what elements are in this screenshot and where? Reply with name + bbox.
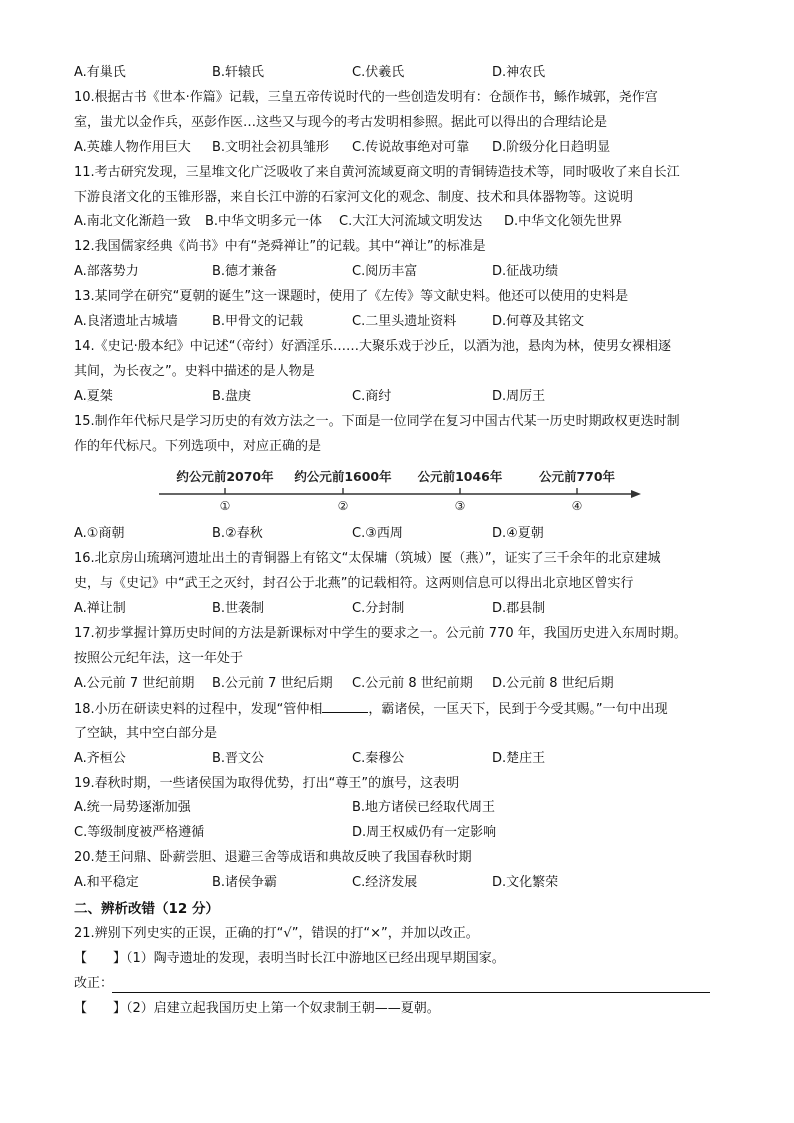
timeline-point-3 [418,469,503,513]
q17-stem-line1: 17.初步掌握计算历史时间的方法是新课标对中学生的要求之一。公元前 770 年，我国历史进入东周时期。 [74,626,687,641]
option-c: C.传说故事绝对可靠 [352,140,470,155]
timeline-date-1: 约公元前2070年 [176,469,274,484]
option-a: A.南北文化渐趋一致 [74,214,191,229]
option-a: A.齐桓公 [74,751,126,766]
option-d: D.周王权威仍有一定影响 [352,825,497,840]
answer-bracket-1[interactable]: 【 】 [74,951,127,966]
option-c: C.公元前 8 世纪前期 [352,676,473,691]
option-c: C.经济发展 [352,875,418,890]
q13-stem: 13.某同学在研究“夏朝的诞生”这一课题时，使用了《左传》等文献史料。他还可以使用的史料是 [74,289,629,304]
option-b: B.盘庚 [212,389,252,404]
option-c: C.等级制度被严格遵循 [74,825,205,840]
q11-stem-line2: 下游良渚文化的玉锥形器，来自长江中游的石家河文化的观念、制度、技术和具体器物等。这说明 [74,190,634,205]
option-d: D.神农氏 [492,65,546,80]
q17-stem-line2: 按照公元纪年法，这一年处于 [74,651,244,666]
answer-bracket-2[interactable]: 【 】 [74,1001,127,1016]
option-a: A.统一局势逐渐加强 [74,800,191,815]
q15-stem-line1: 15.制作年代标尺是学习历史的有效方法之一。下面是一位同学在复习中国古代某一历史时期政权更迭时制 [74,414,680,429]
option-d: D.文化繁荣 [492,875,559,890]
option-d: D.公元前 8 世纪后期 [492,676,614,691]
option-c: C.秦穆公 [352,751,405,766]
option-b: B.轩辕氏 [212,65,265,80]
q19-stem: 19.春秋时期，一些诸侯国为取得优势，打出“尊王”的旗号，这表明 [74,776,460,791]
option-b: B.地方诸侯已经取代周王 [352,800,496,815]
fill-in-blank [322,699,368,713]
option-d: D.郡县制 [492,601,546,616]
timeline-arrow [631,490,641,498]
correction-answer-line[interactable] [112,992,710,993]
option-c: C.伏羲氏 [352,65,405,80]
q11-stem-line1: 11.考古研究发现，三星堆文化广泛吸收了来自黄河流域夏商文明的青铜铸造技术等，同时吸收了来自长江 [74,165,680,180]
timeline-point-2 [294,469,392,513]
timeline-point-1 [176,469,274,513]
option-c: C.③西周 [352,526,403,541]
option-b: B.中华文明多元一体 [205,214,323,229]
q14-stem-line2: 其间，为长夜之”。史料中描述的是人物是 [74,364,315,379]
q16-stem-line2: 史，与《史记》中“武王之灭纣，封召公于北燕”的记载相符。这两则信息可以得出北京地区曾实行 [74,576,634,591]
option-a: A.部落势力 [74,264,139,279]
option-b: B.德才兼备 [212,264,278,279]
option-d: D.周厉王 [492,389,546,404]
option-b: B.甲骨文的记载 [212,314,304,329]
correction-label: 改正： [74,976,114,991]
q14-stem-line1: 14.《史记·殷本纪》中记述“（帝纣）好酒淫乐……大聚乐戏于沙丘，以酒为池，悬肉为林，使男女裸相逐 [74,339,672,354]
option-b: B.公元前 7 世纪后期 [212,676,333,691]
timeline-mark-1: ① [219,499,231,513]
timeline-point-4 [539,469,616,513]
option-a: A.①商朝 [74,526,125,541]
section-heading: 二、辨析改错（12 分） [74,901,219,917]
q21-item-2-text: （2）启建立起我国历史上第一个奴隶制王朝——夏朝。 [126,1001,440,1016]
q16-stem-line1: 16.北京房山琉璃河遗址出土的青铜器上有铭文“太保墉（筑城）匽（燕）”，证实了三千余年的北京建城 [74,551,661,566]
option-a: A.和平稳定 [74,875,139,890]
option-a: A.禅让制 [74,601,126,616]
option-a: A.夏桀 [74,389,113,404]
q18-stem-part-b: ，霸诸侯，一匡天下，民到于今受其赐。”一句中出现 [368,702,668,717]
option-c: C.商纣 [352,389,392,404]
q12-stem: 12.我国儒家经典《尚书》中有“尧舜禅让”的记载。其中“禅让”的标准是 [74,239,486,254]
option-d: D.楚庄王 [492,751,546,766]
q21-item-1 [74,949,505,969]
option-b: B.文明社会初具雏形 [212,140,330,155]
option-b: B.诸侯争霸 [212,875,278,890]
q18-stem-part-a: 18.小历在研读史料的过程中，发现“管仲相 [74,702,323,717]
option-a: A.有巢氏 [74,65,126,80]
q18-stem-line1 [74,699,668,720]
option-b: B.②春秋 [212,526,263,541]
timeline-figure [155,464,645,518]
q21-item-2 [74,999,440,1019]
option-a: A.良渚遗址古城墙 [74,314,178,329]
q18-stem-line2: 了空缺，其中空白部分是 [74,726,218,741]
option-d: D.征战功绩 [492,264,559,279]
option-b: B.世袭制 [212,601,265,616]
timeline-date-3: 公元前1046年 [417,469,503,484]
timeline-mark-4: ④ [571,499,583,513]
timeline-mark-2: ② [337,499,349,513]
option-d: D.阶级分化日趋明显 [492,140,611,155]
q10-stem-line2: 室，蚩尤以金作兵，巫彭作医…这些又与现今的考古发明相参照。据此可以得出的合理结论是 [74,115,608,130]
option-d: D.何尊及其铭文 [492,314,585,329]
option-c: C.阅历丰富 [352,264,418,279]
q10-stem-line1: 10.根据古书《世本·作篇》记载，三皇五帝传说时代的一些创造发明有：仓颉作书，鲧作城郭，尧作宫 [74,90,658,105]
option-c: C.分封制 [352,601,405,616]
option-c: C.大江大河流域文明发达 [339,214,483,229]
option-d: D.④夏朝 [492,526,544,541]
option-d: D.中华文化领先世界 [504,214,623,229]
timeline-date-2: 约公元前1600年 [294,469,392,484]
q20-stem: 20.楚王问鼎、卧薪尝胆、退避三舍等成语和典故反映了我国春秋时期 [74,850,472,865]
q15-stem-line2: 作的年代标尺。下列选项中，对应正确的是 [74,439,322,454]
option-a: A.公元前 7 世纪前期 [74,676,195,691]
option-c: C.二里头遗址资料 [352,314,457,329]
q21-instruction: 21.辨别下列史实的正误，正确的打“√”，错误的打“×”，并加以改正。 [74,926,479,941]
q21-item-1-text: （1）陶寺遗址的发现，表明当时长江中游地区已经出现早期国家。 [126,951,505,966]
timeline-date-4: 公元前770年 [538,469,616,484]
timeline-mark-3: ③ [454,499,466,513]
option-a: A.英雄人物作用巨大 [74,140,191,155]
option-b: B.晋文公 [212,751,265,766]
